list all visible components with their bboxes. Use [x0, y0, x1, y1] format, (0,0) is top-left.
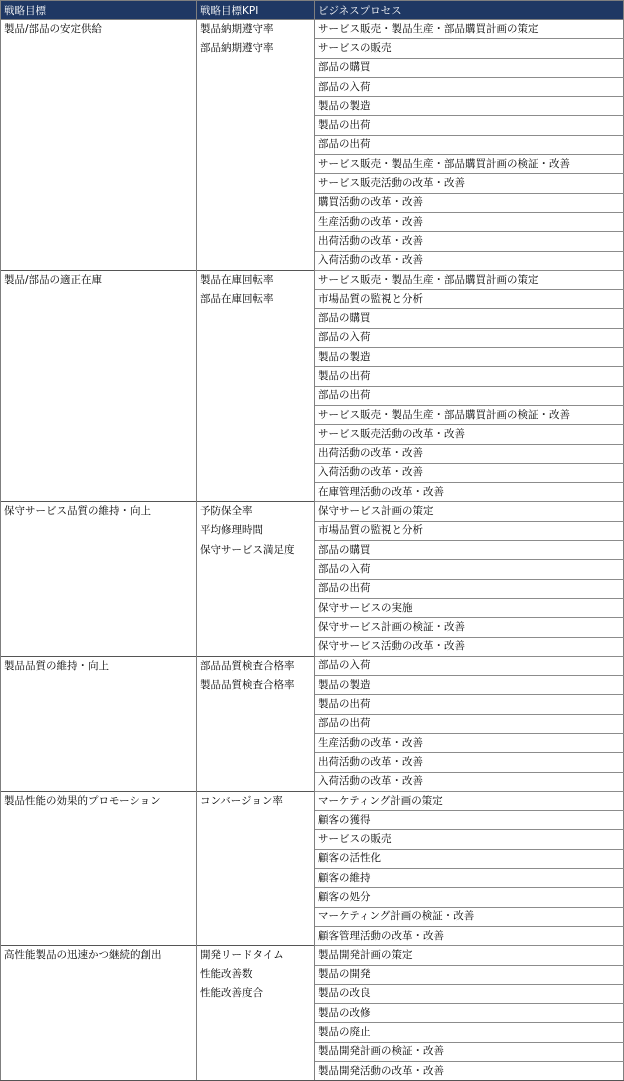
table-row: [1, 733, 624, 752]
table-row: [1, 984, 624, 1003]
business-process-cell: 製品の出荷: [315, 367, 624, 386]
business-process-cell: 出荷活動の改革・改善: [315, 444, 624, 463]
strategic-kpi-cell: 製品在庫回転率: [197, 270, 315, 289]
business-process-cell: 製品の製造: [315, 97, 624, 116]
strategic-goal-cell: [1, 309, 197, 328]
strategic-goal-cell: [1, 328, 197, 347]
strategic-goal-cell: [1, 849, 197, 868]
strategic-goal-cell: [1, 193, 197, 212]
strategic-goal-cell: [1, 888, 197, 907]
strategic-goal-cell: [1, 444, 197, 463]
business-process-cell: 部品の入荷: [315, 328, 624, 347]
business-process-cell: 顧客の維持: [315, 869, 624, 888]
table-row: [1, 405, 624, 424]
strategic-kpi-cell: 部品品質検査合格率: [197, 656, 315, 675]
strategic-kpi-cell: [197, 425, 315, 444]
strategic-goal-cell: [1, 753, 197, 772]
strategic-goal-cell: [1, 77, 197, 96]
strategic-kpi-cell: [197, 830, 315, 849]
table-row: [1, 270, 624, 289]
business-process-cell: 保守サービス計画の検証・改善: [315, 618, 624, 637]
strategic-kpi-cell: [197, 811, 315, 830]
table-row: [1, 521, 624, 540]
strategic-goal-cell: [1, 463, 197, 482]
strategic-kpi-cell: [197, 849, 315, 868]
strategic-kpi-cell: [197, 58, 315, 77]
table-row: [1, 598, 624, 617]
table-row: [1, 193, 624, 212]
strategic-goal-cell: [1, 174, 197, 193]
business-process-cell: 製品の開発: [315, 965, 624, 984]
strategic-kpi-cell: [197, 135, 315, 154]
business-process-cell: 生産活動の改革・改善: [315, 733, 624, 752]
strategic-kpi-cell: [197, 637, 315, 656]
table-row: [1, 714, 624, 733]
strategic-goal-cell: [1, 212, 197, 231]
strategic-goal-cell: 高性能製品の迅速かつ継続的創出: [1, 946, 197, 965]
strategic-kpi-cell: [197, 97, 315, 116]
business-process-cell: 部品の購買: [315, 309, 624, 328]
strategic-kpi-cell: [197, 251, 315, 270]
strategic-goal-cell: [1, 367, 197, 386]
strategic-goal-cell: 製品品質の維持・向上: [1, 656, 197, 675]
table-row: [1, 656, 624, 675]
business-process-cell: 製品の製造: [315, 348, 624, 367]
table-row: [1, 811, 624, 830]
business-process-cell: 製品開発活動の改革・改善: [315, 1062, 624, 1081]
strategic-kpi-cell: [197, 174, 315, 193]
table-row: [1, 888, 624, 907]
business-process-cell: 製品の出荷: [315, 116, 624, 135]
business-process-cell: サービスの販売: [315, 39, 624, 58]
table-row: [1, 560, 624, 579]
business-process-cell: サービス販売・製品生産・部品購買計画の検証・改善: [315, 155, 624, 174]
business-process-cell: マーケティング計画の策定: [315, 791, 624, 810]
table-row: [1, 849, 624, 868]
strategic-goal-cell: [1, 251, 197, 270]
strategic-kpi-cell: [197, 579, 315, 598]
business-process-cell: 保守サービスの実施: [315, 598, 624, 617]
strategic-kpi-cell: [197, 695, 315, 714]
business-process-cell: 顧客管理活動の改革・改善: [315, 926, 624, 945]
business-process-cell: 顧客の処分: [315, 888, 624, 907]
strategic-kpi-cell: [197, 348, 315, 367]
strategic-goal-cell: [1, 541, 197, 560]
strategic-goal-cell: 製品/部品の適正在庫: [1, 270, 197, 289]
business-process-cell: サービス販売活動の改革・改善: [315, 425, 624, 444]
strategic-kpi-cell: [197, 309, 315, 328]
business-process-cell: サービスの販売: [315, 830, 624, 849]
strategic-goal-cell: [1, 811, 197, 830]
strategic-goal-cell: [1, 733, 197, 752]
table-row: [1, 830, 624, 849]
strategic-goal-cell: [1, 386, 197, 405]
strategic-kpi-cell: [197, 116, 315, 135]
table-row: [1, 290, 624, 309]
strategic-kpi-cell: [197, 926, 315, 945]
business-process-cell: 保守サービス活動の改革・改善: [315, 637, 624, 656]
table-row: [1, 77, 624, 96]
header-strategic-goal: 戦略目標: [1, 1, 197, 20]
business-process-cell: 部品の入荷: [315, 77, 624, 96]
table-row: [1, 309, 624, 328]
table-row: [1, 386, 624, 405]
strategic-kpi-cell: [197, 444, 315, 463]
business-process-cell: 部品の出荷: [315, 386, 624, 405]
table-row: [1, 1062, 624, 1081]
table-row: [1, 907, 624, 926]
strategic-goal-cell: [1, 598, 197, 617]
table-row: [1, 579, 624, 598]
table-row: [1, 348, 624, 367]
strategic-goal-cell: [1, 116, 197, 135]
strategic-goal-cell: [1, 830, 197, 849]
strategic-goal-cell: [1, 984, 197, 1003]
table-row: [1, 39, 624, 58]
business-process-cell: 製品開発計画の策定: [315, 946, 624, 965]
strategic-goal-cell: [1, 483, 197, 502]
strategic-kpi-cell: [197, 405, 315, 424]
business-process-cell: 部品の出荷: [315, 579, 624, 598]
strategic-kpi-cell: [197, 560, 315, 579]
strategic-goal-cell: [1, 907, 197, 926]
business-process-cell: サービス販売・製品生産・部品購買計画の検証・改善: [315, 405, 624, 424]
strategic-goal-cell: [1, 1042, 197, 1061]
table-row: [1, 965, 624, 984]
table-row: [1, 444, 624, 463]
table-row: [1, 135, 624, 154]
business-process-cell: サービス販売・製品生産・部品購買計画の策定: [315, 270, 624, 289]
table-row: [1, 483, 624, 502]
table-row: [1, 676, 624, 695]
strategic-kpi-cell: コンバージョン率: [197, 791, 315, 810]
header-strategic-kpi: 戦略目標KPI: [197, 1, 315, 20]
strategic-goal-cell: 製品/部品の安定供給: [1, 20, 197, 39]
strategic-goal-cell: [1, 579, 197, 598]
table-row: [1, 1004, 624, 1023]
table-row: [1, 772, 624, 791]
table-row: [1, 155, 624, 174]
business-process-cell: 顧客の獲得: [315, 811, 624, 830]
strategic-goal-cell: [1, 39, 197, 58]
strategic-kpi-cell: [197, 1062, 315, 1081]
table-row: [1, 20, 624, 39]
table-row: [1, 425, 624, 444]
table-row: [1, 1042, 624, 1061]
strategic-goal-cell: [1, 772, 197, 791]
business-process-cell: 製品の改良: [315, 984, 624, 1003]
strategic-kpi-cell: [197, 907, 315, 926]
business-process-cell: 製品開発計画の検証・改善: [315, 1042, 624, 1061]
strategic-goal-cell: [1, 1023, 197, 1042]
strategic-goal-cell: 保守サービス品質の維持・向上: [1, 502, 197, 521]
business-process-cell: 市場品質の監視と分析: [315, 290, 624, 309]
business-process-cell: 市場品質の監視と分析: [315, 521, 624, 540]
strategic-goal-cell: 製品性能の効果的プロモーション: [1, 791, 197, 810]
strategic-kpi-cell: 保守サービス満足度: [197, 541, 315, 560]
strategic-kpi-cell: 性能改善度合: [197, 984, 315, 1003]
strategic-goal-cell: [1, 58, 197, 77]
header-row: [1, 1, 624, 20]
strategic-kpi-cell: [197, 1004, 315, 1023]
strategic-goal-cell: [1, 618, 197, 637]
business-process-cell: 部品の購買: [315, 541, 624, 560]
strategic-goal-cell: [1, 425, 197, 444]
strategic-kpi-cell: [197, 772, 315, 791]
table-row: [1, 116, 624, 135]
strategic-kpi-cell: [197, 367, 315, 386]
strategic-kpi-cell: [197, 386, 315, 405]
business-process-cell: 購買活動の改革・改善: [315, 193, 624, 212]
strategic-goal-cell: [1, 637, 197, 656]
business-process-cell: 製品の廃止: [315, 1023, 624, 1042]
business-process-cell: 出荷活動の改革・改善: [315, 753, 624, 772]
strategic-goal-cell: [1, 348, 197, 367]
header-business-process: ビジネスプロセス: [315, 1, 624, 20]
business-process-cell: 部品の出荷: [315, 714, 624, 733]
table-row: [1, 753, 624, 772]
strategic-kpi-cell: [197, 463, 315, 482]
table-row: [1, 695, 624, 714]
strategic-kpi-cell: [197, 888, 315, 907]
business-process-cell: 入荷活動の改革・改善: [315, 251, 624, 270]
business-process-cell: サービス販売活動の改革・改善: [315, 174, 624, 193]
strategic-kpi-cell: [197, 328, 315, 347]
strategic-goal-cell: [1, 676, 197, 695]
strategic-kpi-cell: 製品納期遵守率: [197, 20, 315, 39]
strategic-kpi-cell: [197, 483, 315, 502]
table-row: [1, 791, 624, 810]
table-row: [1, 212, 624, 231]
table-row: [1, 174, 624, 193]
table-row: [1, 1023, 624, 1042]
strategic-kpi-cell: 性能改善数: [197, 965, 315, 984]
table-row: [1, 618, 624, 637]
strategic-kpi-cell: 開発リードタイム: [197, 946, 315, 965]
strategic-goal-cell: [1, 1004, 197, 1023]
table-row: [1, 232, 624, 251]
strategic-goal-cell: [1, 135, 197, 154]
strategic-kpi-cell: 製品品質検査合格率: [197, 676, 315, 695]
strategic-kpi-cell: [197, 869, 315, 888]
strategic-goal-cell: [1, 695, 197, 714]
strategic-goal-cell: [1, 965, 197, 984]
strategic-kpi-cell: 部品納期遵守率: [197, 39, 315, 58]
business-process-cell: 製品の改修: [315, 1004, 624, 1023]
strategic-kpi-cell: [197, 1023, 315, 1042]
business-process-cell: 保守サービス計画の策定: [315, 502, 624, 521]
strategic-goal-cell: [1, 290, 197, 309]
business-process-cell: 部品の出荷: [315, 135, 624, 154]
strategic-kpi-cell: [197, 1042, 315, 1061]
strategic-goal-cell: [1, 521, 197, 540]
strategic-kpi-cell: 予防保全率: [197, 502, 315, 521]
table-row: [1, 926, 624, 945]
table-row: [1, 97, 624, 116]
strategic-goal-cell: [1, 405, 197, 424]
strategic-goal-cell: [1, 714, 197, 733]
business-process-cell: 入荷活動の改革・改善: [315, 463, 624, 482]
strategic-goal-cell: [1, 155, 197, 174]
table-row: [1, 541, 624, 560]
strategic-kpi-cell: [197, 232, 315, 251]
table-row: [1, 946, 624, 965]
strategic-goal-cell: [1, 560, 197, 579]
table-row: [1, 502, 624, 521]
strategic-kpi-cell: [197, 618, 315, 637]
business-process-cell: 部品の入荷: [315, 560, 624, 579]
table-row: [1, 58, 624, 77]
strategic-kpi-cell: [197, 155, 315, 174]
strategic-kpi-cell: [197, 753, 315, 772]
strategic-kpi-cell: 平均修理時間: [197, 521, 315, 540]
strategic-goal-cell: [1, 232, 197, 251]
table-row: [1, 463, 624, 482]
strategic-kpi-cell: [197, 212, 315, 231]
business-process-cell: 製品の製造: [315, 676, 624, 695]
table-row: [1, 251, 624, 270]
strategic-goal-cell: [1, 869, 197, 888]
strategic-kpi-cell: [197, 733, 315, 752]
business-process-cell: 製品の出荷: [315, 695, 624, 714]
strategic-kpi-cell: 部品在庫回転率: [197, 290, 315, 309]
strategic-goal-cell: [1, 1062, 197, 1081]
table-row: [1, 367, 624, 386]
business-process-cell: 顧客の活性化: [315, 849, 624, 868]
strategic-goal-cell: [1, 926, 197, 945]
strategic-goal-cell: [1, 97, 197, 116]
business-process-cell: 部品の購買: [315, 58, 624, 77]
business-process-cell: サービス販売・製品生産・部品購買計画の策定: [315, 20, 624, 39]
table-row: [1, 869, 624, 888]
strategic-kpi-cell: [197, 598, 315, 617]
strategic-kpi-cell: [197, 714, 315, 733]
business-process-cell: 生産活動の改革・改善: [315, 212, 624, 231]
business-process-cell: 在庫管理活動の改革・改善: [315, 483, 624, 502]
strategic-kpi-cell: [197, 77, 315, 96]
table-row: [1, 637, 624, 656]
business-process-cell: 部品の入荷: [315, 656, 624, 675]
strategic-kpi-cell: [197, 193, 315, 212]
business-process-cell: 出荷活動の改革・改善: [315, 232, 624, 251]
table-body: [1, 20, 624, 1081]
business-process-cell: 入荷活動の改革・改善: [315, 772, 624, 791]
table-row: [1, 328, 624, 347]
business-process-cell: マーケティング計画の検証・改善: [315, 907, 624, 926]
